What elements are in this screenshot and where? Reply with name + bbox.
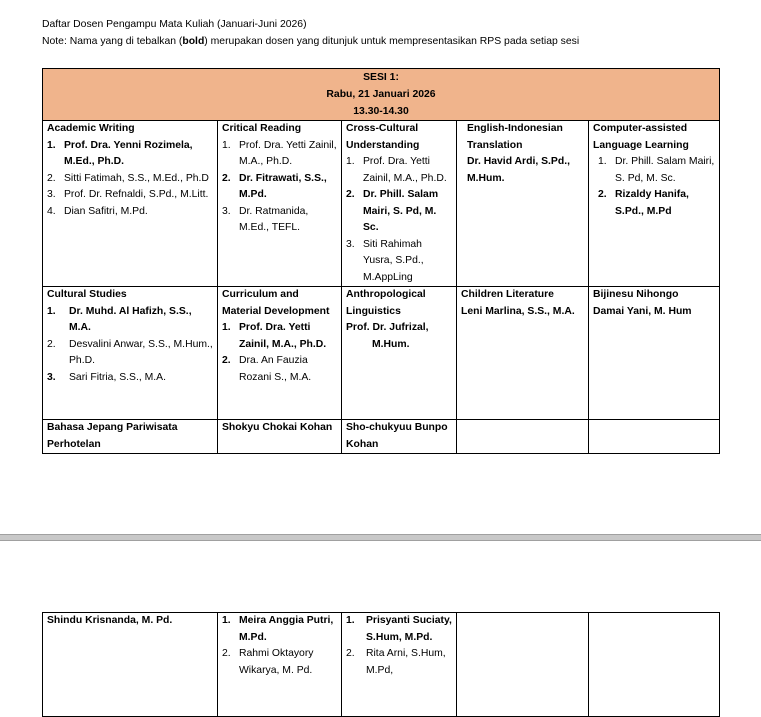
session-date: Rabu, 21 Januari 2026 [326, 89, 436, 100]
cell-anthropological [342, 287, 457, 420]
cell-shokyu-chokai: Shokyu Chokai Kohan [218, 420, 342, 454]
cell-empty [457, 420, 589, 454]
cell-cross-cultural [342, 121, 457, 287]
cell-curriculum [218, 287, 342, 420]
course-name: Cross-Cultural Understanding [346, 123, 420, 151]
cell-academic-writing [43, 121, 218, 287]
list-item: 2. Dr. Phill. Salam Mairi, S. Pd, M. Sc. [346, 189, 439, 233]
list-item: 2. Sitti Fatimah, S.S., M.Ed., Ph.D [47, 172, 209, 184]
lecturer-list [222, 320, 338, 386]
list-item: 3. Siti Rahimah Yusra, S.Pd., M.AppLing [346, 238, 424, 283]
list-item: 3. Prof. Dr. Refnaldi, S.Pd., M.Litt. [47, 189, 209, 200]
session-time: 13.30-14.30 [353, 106, 409, 117]
list-item: 1. Prof. Dra. Yenni Rozimela, M.Ed., Ph.D. [47, 139, 193, 167]
cell-bijinesu [589, 287, 720, 420]
cell-meira [218, 613, 342, 717]
lecturer-list [222, 138, 338, 237]
list-item: 2. Rita Arni, S.Hum, M.Pd, [346, 648, 446, 676]
lecturer-list [346, 613, 453, 679]
cell-prisyanti [342, 613, 457, 717]
cell-empty [589, 420, 720, 454]
list-item: 1. Prof. Dra. Yetti Zainil, M.A., Ph.D. [222, 139, 337, 167]
list-item: 2. Dr. Fitrawati, S.S., M.Pd. [222, 172, 327, 200]
lecturer-name: Prof. Dr. Jufrizal, M.Hum. [346, 322, 429, 350]
course-name: Cultural Studies [47, 289, 127, 300]
page-break [0, 534, 761, 541]
course-name: Computer-assisted Language Learning [593, 123, 689, 151]
lecturer-name: Dr. Havid Ardi, S.Pd., M.Hum. [467, 156, 570, 184]
course-name: Academic Writing [47, 123, 135, 134]
lecturer-list [222, 613, 338, 679]
session-title: SESI 1: [363, 72, 399, 83]
schedule-table [42, 68, 720, 454]
list-item: 2. Rahmi Oktayory Wikarya, M. Pd. [222, 648, 314, 676]
course-name: Critical Reading [222, 123, 302, 134]
list-item: 1. Prof. Dra. Yetti Zainil, M.A., Ph.D. [346, 156, 447, 184]
document-title: Daftar Dosen Pengampu Mata Kuliah (Januari-Juni 2026) [42, 19, 307, 30]
course-name: Curriculum and Material Development [222, 289, 330, 317]
list-item: 1. Dr. Muhd. Al Hafizh, S.S., M.A. [47, 305, 192, 333]
lecturer-list [346, 154, 453, 286]
list-item: 1. Prisyanti Suciaty, S.Hum, M.Pd. [346, 615, 452, 643]
course-name: Bijinesu Nihongo [593, 289, 679, 300]
cell-empty [589, 613, 720, 717]
lecturer-name: Damai Yani, M. Hum [593, 305, 692, 317]
cell-cultural-studies [43, 287, 218, 420]
cell-sho-chukyuu: Sho-chukyuu Bunpo Kohan [342, 420, 457, 454]
list-item: 2. Rizaldy Hanifa, S.Pd., M.Pd [598, 189, 689, 217]
list-item: 4. Dian Safitri, M.Pd. [47, 205, 148, 217]
lecturer-list [47, 138, 214, 221]
lecturer-list [47, 304, 214, 387]
list-item: 2. Dra. An Fauzia Rozani S., M.A. [222, 355, 312, 383]
course-name: English-Indonesian Translation [467, 123, 563, 151]
lecturer-list [593, 154, 716, 220]
course-name: Anthropological Linguistics [346, 289, 426, 317]
course-name: Children Literature [461, 289, 554, 300]
lecturer-name: Leni Marlina, S.S., M.A. [461, 305, 575, 317]
cell-bahasa-jepang: Bahasa Jepang Pariwisata Perhotelan [43, 420, 218, 454]
list-item: 1. Prof. Dra. Yetti Zainil, M.A., Ph.D. [222, 322, 327, 350]
document-header [42, 17, 579, 51]
cell-translation [457, 121, 589, 287]
list-item: 3. Sari Fitria, S.S., M.A. [47, 371, 166, 383]
cell-critical-reading [218, 121, 342, 287]
session-header [43, 69, 720, 121]
cell-call [589, 121, 720, 287]
document-note: Note: Nama yang di tebalkan (bold) merupakan dosen yang ditunjuk untuk mempresentasikan RPS pada setiap sesi [42, 36, 580, 47]
list-item: 3. Dr. Ratmanida, M.Ed., TEFL. [222, 205, 309, 233]
cell-empty [457, 613, 589, 717]
list-item: 2. Desvalini Anwar, S.S., M.Hum., Ph.D. [47, 338, 213, 366]
cell-children-literature [457, 287, 589, 420]
list-item: 1. Meira Anggia Putri, M.Pd. [222, 615, 334, 643]
schedule-table-continued [42, 612, 720, 717]
cell-shindu: Shindu Krisnanda, M. Pd. [43, 613, 218, 717]
list-item: 1. Dr. Phill. Salam Mairi, S. Pd, M. Sc. [598, 156, 715, 184]
